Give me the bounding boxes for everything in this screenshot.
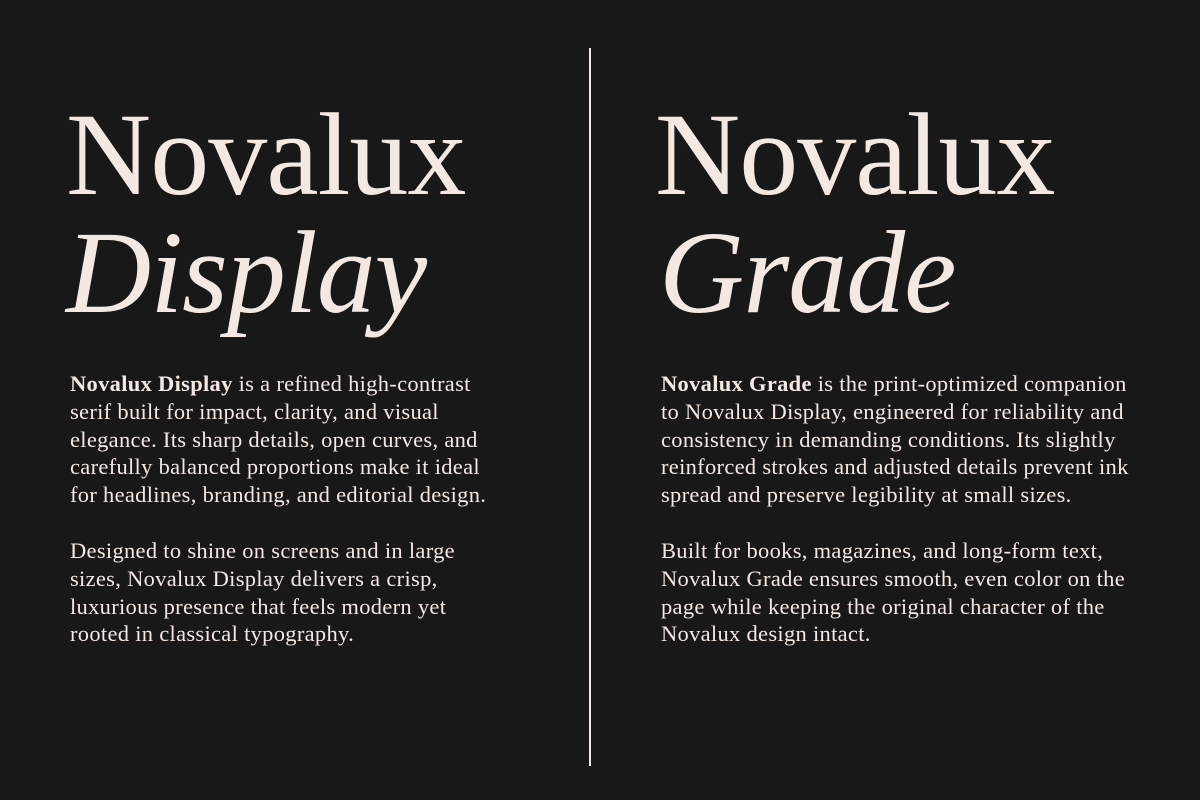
display-title-line2: Display bbox=[66, 207, 427, 338]
grade-paragraph-1 bbox=[661, 370, 1131, 509]
column-divider bbox=[589, 48, 591, 766]
display-paragraph-2: Designed to shine on screens and in large sizes, Novalux Display delivers a crisp, luxurious presence that feels modern yet rooted in classical typography. bbox=[70, 537, 455, 647]
display-name-bold: Novalux Display bbox=[70, 371, 233, 396]
display-description bbox=[70, 370, 510, 676]
display-paragraph-1 bbox=[70, 370, 510, 509]
grade-paragraph-1-text: is the print-optimized companion to Novalux Display, engineered for reliability and consistency in demanding conditions. Its slightly reinforced strokes and adjusted details prevent ink spread and preserve legibility at small sizes. bbox=[661, 371, 1129, 508]
display-title-line1: Novalux bbox=[66, 89, 466, 220]
grade-paragraph-2: Built for books, magazines, and long-form text, Novalux Grade ensures smooth, even color on the page while keeping the original character of the Novalux design intact. bbox=[661, 537, 1125, 647]
grade-title-line1: Novalux bbox=[655, 89, 1055, 220]
grade-name-bold: Novalux Grade bbox=[661, 371, 812, 396]
grade-title-line2: Grade bbox=[659, 207, 956, 338]
grade-description bbox=[661, 370, 1131, 676]
display-paragraph-1-text: is a refined high-contrast serif built for impact, clarity, and visual elegance. Its sharp details, open curves, and carefully balanced proportions make it ideal for headlines, branding, and editorial design. bbox=[70, 371, 487, 508]
